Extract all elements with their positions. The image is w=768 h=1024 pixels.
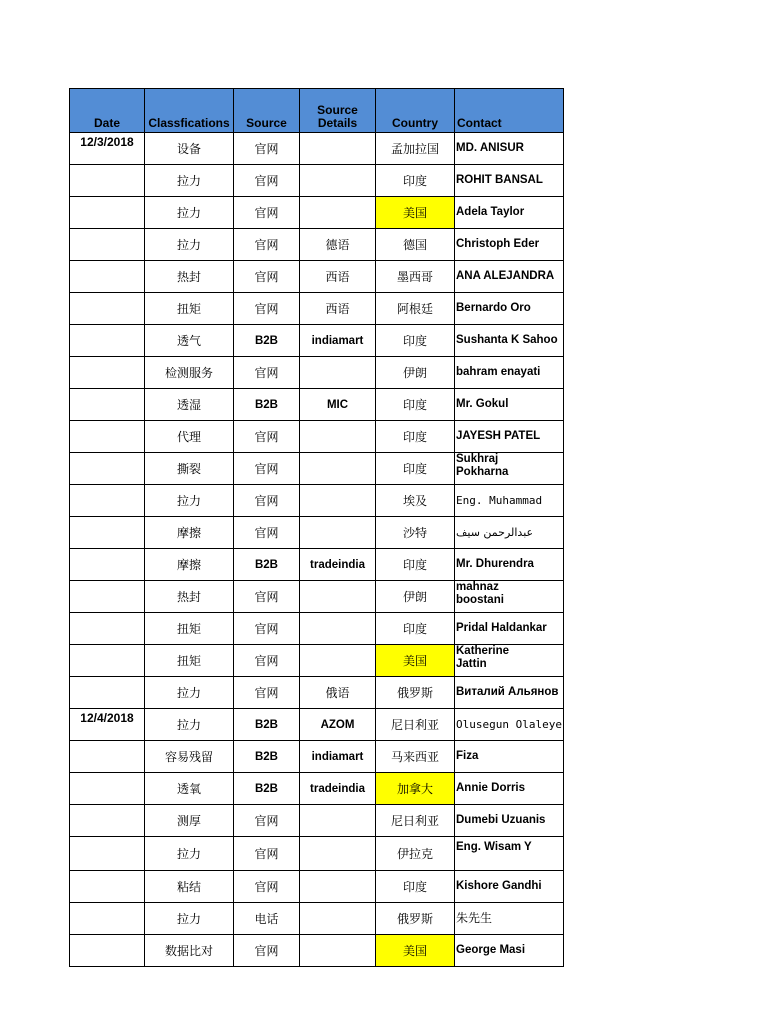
source-cell[interactable]: 官网	[234, 805, 300, 837]
source-details-cell[interactable]: indiamart	[300, 741, 376, 773]
table-row	[70, 645, 564, 677]
date-cell[interactable]	[70, 421, 145, 453]
country-cell[interactable]: 俄罗斯	[376, 677, 455, 709]
classification-cell[interactable]: 粘结	[145, 871, 234, 903]
contact-cell[interactable]: ROHIT BANSAL	[455, 165, 564, 197]
date-cell[interactable]	[70, 903, 145, 935]
source-details-cell[interactable]: tradeindia	[300, 549, 376, 581]
source-cell[interactable]: B2B	[234, 773, 300, 805]
country-cell[interactable]: 印度	[376, 549, 455, 581]
classification-cell[interactable]: 检测服务	[145, 357, 234, 389]
source-details-cell[interactable]	[300, 645, 376, 677]
classification-cell[interactable]: 透气	[145, 325, 234, 357]
source-cell[interactable]: 官网	[234, 453, 300, 485]
source-details-cell[interactable]: 西语	[300, 293, 376, 325]
classification-cell[interactable]: 拉力	[145, 197, 234, 229]
date-cell[interactable]	[70, 645, 145, 677]
table-row	[70, 871, 564, 903]
country-cell[interactable]: 印度	[376, 613, 455, 645]
source-details-cell[interactable]	[300, 197, 376, 229]
classification-cell[interactable]: 容易残留	[145, 741, 234, 773]
contact-cell[interactable]: Eng. Wisam Y	[455, 837, 564, 871]
source-cell[interactable]: 官网	[234, 837, 300, 871]
contact-cell[interactable]: Sushanta K Sahoo	[455, 325, 564, 357]
date-cell[interactable]	[70, 357, 145, 389]
source-details-cell[interactable]	[300, 421, 376, 453]
source-details-cell[interactable]: MIC	[300, 389, 376, 421]
country-cell[interactable]: 伊朗	[376, 357, 455, 389]
source-cell[interactable]: B2B	[234, 389, 300, 421]
table-row	[70, 485, 564, 517]
contact-cell[interactable]: JAYESH PATEL	[455, 421, 564, 453]
table-row	[70, 677, 564, 709]
contact-cell[interactable]: Pridal Haldankar	[455, 613, 564, 645]
header-country[interactable]: Country	[376, 89, 455, 133]
table-row	[70, 389, 564, 421]
date-cell[interactable]	[70, 773, 145, 805]
contact-cell[interactable]: عبدالرحمن سيف	[455, 517, 564, 549]
source-cell[interactable]: B2B	[234, 549, 300, 581]
date-cell[interactable]	[70, 517, 145, 549]
contact-cell[interactable]: Olusegun Olaleye	[455, 709, 564, 741]
source-cell[interactable]: 官网	[234, 613, 300, 645]
contact-cell[interactable]: ANA ALEJANDRA	[455, 261, 564, 293]
contact-cell[interactable]: Bernardo Oro	[455, 293, 564, 325]
classification-cell[interactable]: 拉力	[145, 837, 234, 871]
source-cell[interactable]: B2B	[234, 325, 300, 357]
table-row	[70, 773, 564, 805]
classification-cell[interactable]: 热封	[145, 261, 234, 293]
contact-cell[interactable]: Sukhraj Pokharna	[455, 453, 564, 485]
source-cell[interactable]: 电话	[234, 903, 300, 935]
source-cell[interactable]: 官网	[234, 581, 300, 613]
source-cell[interactable]: B2B	[234, 741, 300, 773]
source-details-cell[interactable]	[300, 165, 376, 197]
header-classifications[interactable]: Classfications	[145, 89, 234, 133]
classification-cell[interactable]: 摩擦	[145, 517, 234, 549]
classification-cell[interactable]: 代理	[145, 421, 234, 453]
table-row	[70, 741, 564, 773]
table-row	[70, 165, 564, 197]
contact-cell[interactable]: Dumebi Uzuanis	[455, 805, 564, 837]
date-cell[interactable]	[70, 453, 145, 485]
source-cell[interactable]: 官网	[234, 197, 300, 229]
contact-cell[interactable]: bahram enayati	[455, 357, 564, 389]
table-row	[70, 903, 564, 935]
source-cell[interactable]: 官网	[234, 421, 300, 453]
table-row	[70, 421, 564, 453]
source-details-cell[interactable]	[300, 935, 376, 967]
country-cell[interactable]: 阿根廷	[376, 293, 455, 325]
source-details-cell[interactable]	[300, 903, 376, 935]
classification-cell[interactable]: 扭矩	[145, 645, 234, 677]
table-row	[70, 133, 564, 165]
date-cell[interactable]	[70, 197, 145, 229]
contact-cell[interactable]: Mr. Dhurendra	[455, 549, 564, 581]
table-row	[70, 613, 564, 645]
date-cell[interactable]	[70, 581, 145, 613]
table-row	[70, 837, 564, 871]
date-cell[interactable]	[70, 741, 145, 773]
header-row	[70, 89, 564, 133]
country-cell[interactable]: 伊拉克	[376, 837, 455, 871]
source-cell[interactable]: 官网	[234, 935, 300, 967]
source-cell[interactable]: 官网	[234, 357, 300, 389]
date-cell[interactable]	[70, 325, 145, 357]
source-details-cell[interactable]	[300, 485, 376, 517]
country-cell[interactable]: 印度	[376, 421, 455, 453]
source-details-cell[interactable]: 西语	[300, 261, 376, 293]
contact-cell[interactable]: Adela Taylor	[455, 197, 564, 229]
country-cell[interactable]: 孟加拉国	[376, 133, 455, 165]
country-cell[interactable]: 印度	[376, 453, 455, 485]
country-cell[interactable]: 美国	[376, 645, 455, 677]
source-cell[interactable]: 官网	[234, 677, 300, 709]
table-row	[70, 805, 564, 837]
table-row	[70, 549, 564, 581]
date-cell[interactable]: 12/3/2018	[70, 133, 145, 165]
header-contact[interactable]: Contact	[455, 89, 564, 133]
country-cell[interactable]: 美国	[376, 197, 455, 229]
contact-cell[interactable]: Katherine Jattin	[455, 645, 564, 677]
table-row	[70, 293, 564, 325]
table-row	[70, 357, 564, 389]
classification-cell[interactable]: 透氧	[145, 773, 234, 805]
table-row	[70, 935, 564, 967]
source-details-cell[interactable]	[300, 805, 376, 837]
country-cell[interactable]: 尼日利亚	[376, 709, 455, 741]
country-cell[interactable]: 沙特	[376, 517, 455, 549]
table-row	[70, 581, 564, 613]
classification-cell[interactable]: 拉力	[145, 485, 234, 517]
table-row	[70, 453, 564, 485]
source-cell[interactable]: 官网	[234, 133, 300, 165]
classification-cell[interactable]: 透湿	[145, 389, 234, 421]
classification-cell[interactable]: 扭矩	[145, 293, 234, 325]
header-source[interactable]: Source	[234, 89, 300, 133]
country-cell[interactable]: 印度	[376, 389, 455, 421]
source-details-cell[interactable]	[300, 581, 376, 613]
source-cell[interactable]: 官网	[234, 485, 300, 517]
date-cell[interactable]	[70, 871, 145, 903]
country-cell[interactable]: 加拿大	[376, 773, 455, 805]
contact-cell[interactable]: mahnaz boostani	[455, 581, 564, 613]
classification-cell[interactable]: 拉力	[145, 709, 234, 741]
date-cell[interactable]	[70, 613, 145, 645]
classification-cell[interactable]: 热封	[145, 581, 234, 613]
date-cell[interactable]	[70, 549, 145, 581]
country-cell[interactable]: 伊朗	[376, 581, 455, 613]
source-cell[interactable]: 官网	[234, 165, 300, 197]
source-details-cell[interactable]: 德语	[300, 229, 376, 261]
country-cell[interactable]: 尼日利亚	[376, 805, 455, 837]
table-row	[70, 325, 564, 357]
contact-cell[interactable]: Kishore Gandhi	[455, 871, 564, 903]
date-cell[interactable]	[70, 805, 145, 837]
source-cell[interactable]: 官网	[234, 261, 300, 293]
classification-cell[interactable]: 扭矩	[145, 613, 234, 645]
source-details-cell[interactable]: 俄语	[300, 677, 376, 709]
country-cell[interactable]: 印度	[376, 165, 455, 197]
date-cell[interactable]	[70, 935, 145, 967]
source-details-cell[interactable]: indiamart	[300, 325, 376, 357]
date-cell[interactable]	[70, 837, 145, 871]
country-cell[interactable]: 印度	[376, 325, 455, 357]
date-cell[interactable]: 12/4/2018	[70, 709, 145, 741]
source-details-cell[interactable]: tradeindia	[300, 773, 376, 805]
date-cell[interactable]	[70, 389, 145, 421]
classification-cell[interactable]: 拉力	[145, 677, 234, 709]
source-details-cell[interactable]	[300, 517, 376, 549]
contact-cell[interactable]: 朱先生	[455, 903, 564, 935]
date-cell[interactable]	[70, 293, 145, 325]
classification-cell[interactable]: 设备	[145, 133, 234, 165]
contact-cell[interactable]: Mr. Gokul	[455, 389, 564, 421]
classification-cell[interactable]: 拉力	[145, 165, 234, 197]
classification-cell[interactable]: 测厚	[145, 805, 234, 837]
source-details-cell[interactable]	[300, 871, 376, 903]
date-cell[interactable]	[70, 165, 145, 197]
inquiry-table	[69, 88, 564, 967]
source-details-cell[interactable]	[300, 357, 376, 389]
classification-cell[interactable]: 撕裂	[145, 453, 234, 485]
source-cell[interactable]: 官网	[234, 517, 300, 549]
contact-cell[interactable]: MD. ANISUR	[455, 133, 564, 165]
source-details-cell[interactable]	[300, 837, 376, 871]
source-details-cell[interactable]	[300, 453, 376, 485]
source-cell[interactable]: 官网	[234, 229, 300, 261]
contact-cell[interactable]: Christoph Eder	[455, 229, 564, 261]
classification-cell[interactable]: 拉力	[145, 229, 234, 261]
header-source-details[interactable]: Source Details	[300, 89, 376, 133]
country-cell[interactable]: 墨西哥	[376, 261, 455, 293]
source-details-cell[interactable]	[300, 133, 376, 165]
table-row	[70, 261, 564, 293]
date-cell[interactable]	[70, 229, 145, 261]
date-cell[interactable]	[70, 261, 145, 293]
country-cell[interactable]: 美国	[376, 935, 455, 967]
classification-cell[interactable]: 拉力	[145, 903, 234, 935]
country-cell[interactable]: 埃及	[376, 485, 455, 517]
classification-cell[interactable]: 摩擦	[145, 549, 234, 581]
source-cell[interactable]: 官网	[234, 645, 300, 677]
contact-cell[interactable]: George Masi	[455, 935, 564, 967]
date-cell[interactable]	[70, 677, 145, 709]
contact-cell[interactable]: Eng. Muhammad	[455, 485, 564, 517]
source-cell[interactable]: 官网	[234, 293, 300, 325]
country-cell[interactable]: 印度	[376, 871, 455, 903]
table-row	[70, 709, 564, 741]
classification-cell[interactable]: 数据比对	[145, 935, 234, 967]
header-date[interactable]: Date	[70, 89, 145, 133]
source-details-cell[interactable]	[300, 613, 376, 645]
country-cell[interactable]: 德国	[376, 229, 455, 261]
contact-cell[interactable]: Fiza	[455, 741, 564, 773]
contact-cell[interactable]: Annie Dorris	[455, 773, 564, 805]
table-row	[70, 229, 564, 261]
source-details-cell[interactable]: AZOM	[300, 709, 376, 741]
table-row	[70, 197, 564, 229]
country-cell[interactable]: 马来西亚	[376, 741, 455, 773]
table-row	[70, 517, 564, 549]
date-cell[interactable]	[70, 485, 145, 517]
source-cell[interactable]: B2B	[234, 709, 300, 741]
country-cell[interactable]: 俄罗斯	[376, 903, 455, 935]
contact-cell[interactable]: Виталий Альянов	[455, 677, 564, 709]
source-cell[interactable]: 官网	[234, 871, 300, 903]
